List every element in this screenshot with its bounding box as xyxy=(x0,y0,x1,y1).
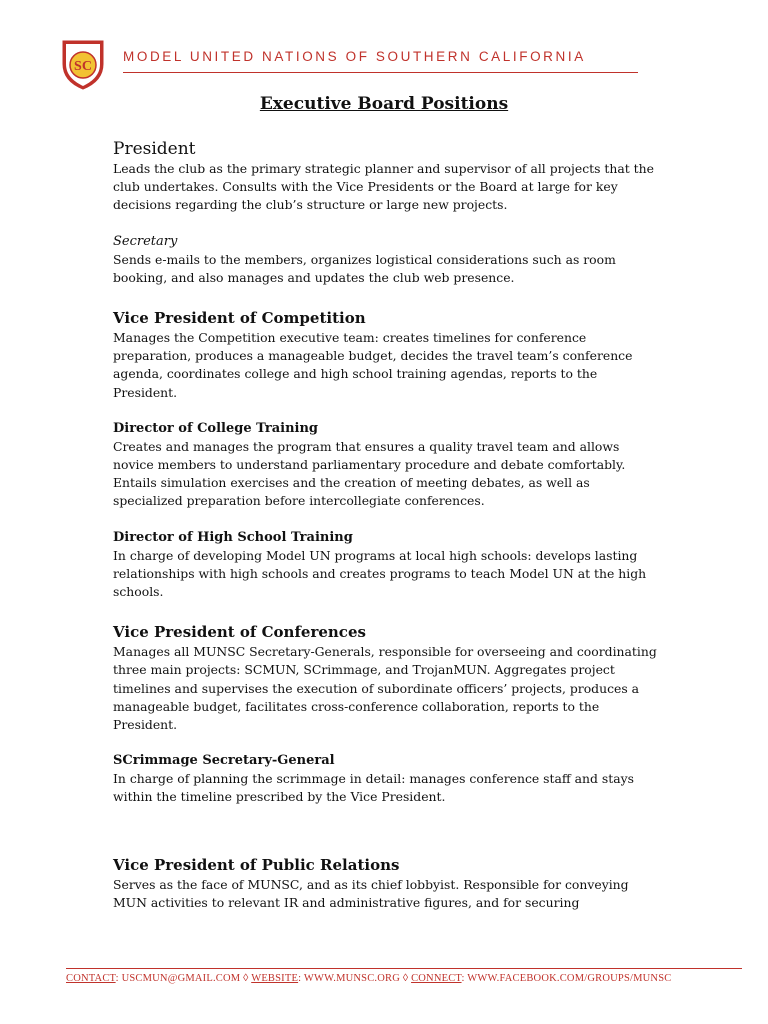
subsection-title-secretary: Secretary xyxy=(113,233,178,249)
section-title-vp-competition: Vice President of Competition xyxy=(113,309,366,328)
footer-website-link[interactable]: WWW.MUNSC.ORG xyxy=(303,973,401,984)
section-title-president: President xyxy=(113,139,196,159)
subsection-description-secretary: Sends e-mails to the members, organizes logistical considerations such as room booking, and also manages and updates the club web presence. xyxy=(113,251,616,285)
section-description-vp-conferences: Manages all MUNSC Secretary-Generals, responsible for overseeing and coordinating three main projects: SCMUN, SCrimmage, and TrojanMUN. Aggregates project timelines and supervises the execution of subordinate officers’ projects, produces a manageable budget, facilitates cross-conference collaboration, reports to the President. xyxy=(113,644,657,733)
subsection-description-scrimmage-sg: In charge of planning the scrimmage in detail: manages conference staff and stays within the timeline prescribed by the Vice President. xyxy=(113,771,634,805)
subsection-title-college-training: Director of College Training xyxy=(113,420,319,436)
footer-separator: ◊ xyxy=(402,973,409,984)
logo-text: SC xyxy=(74,59,92,74)
document-body xyxy=(113,138,658,912)
footer-divider xyxy=(66,968,742,969)
organization-name: MODEL UNITED NATIONS OF SOUTHERN CALIFORNIA xyxy=(123,49,586,64)
munsc-logo xyxy=(60,38,106,90)
subsection-title-scrimmage-sg: SCrimmage Secretary-General xyxy=(113,753,335,769)
footer-separator: ◊ xyxy=(243,973,249,984)
footer-contact-email[interactable]: USCMUN@GMAIL.COM xyxy=(121,973,241,984)
subsection-title-high-school-training: Director of High School Training xyxy=(113,529,353,545)
section-title-vp-public-relations: Vice President of Public Relations xyxy=(113,855,400,874)
subsection-description-college-training: Creates and manages the program that ensures a quality travel team and allows novice members to understand parliamentary procedure and debate comfortably. Entails simulation exercises and the creation of meeting debates, as well as specialized preparation before intercollegiate conferences. xyxy=(113,438,626,509)
footer-connect-link[interactable]: WWW.FACEBOOK.COM/GROUPS/MUNSC xyxy=(467,973,672,984)
letterhead xyxy=(60,38,640,90)
section-description-vp-competition: Manages the Competition executive team: creates timelines for conference preparation, produces a manageable budget, decides the travel team’s conference agenda, coordinates college and high school training agendas, reports to the President. xyxy=(113,330,633,400)
footer-connect-label: CONNECT xyxy=(411,973,462,984)
document-title: Executive Board Positions xyxy=(259,94,509,114)
footer-website-label: WEBSITE xyxy=(251,973,299,984)
subsection-description-high-school-training: In charge of developing Model UN programs at local high schools: develops lasting relationships with high schools and creates programs to teach Model UN at the high schools. xyxy=(113,547,647,600)
footer-contact-label: CONTACT xyxy=(66,973,116,984)
section-description-vp-public-relations: Serves as the face of MUNSC, and as its chief lobbyist. Responsible for conveying MUN activities to relevant IR and administrative figures, and for securing xyxy=(113,876,629,910)
header-divider xyxy=(123,72,638,73)
section-title-vp-conferences: Vice President of Conferences xyxy=(113,623,366,642)
footer-contact-bar: CONTACT: USCMUN@GMAIL.COM ◊ WEBSITE: WWW.MUNSC.ORG ◊ CONNECT: WWW.FACEBOOK.COM/GROUPS/MUNSC xyxy=(66,973,672,984)
section-description-president: Leads the club as the primary strategic planner and supervisor of all projects that the club undertakes. Consults with the Vice Presidents or the Board at large for key decisions regarding the club’s structure or large new projects. xyxy=(113,161,654,213)
